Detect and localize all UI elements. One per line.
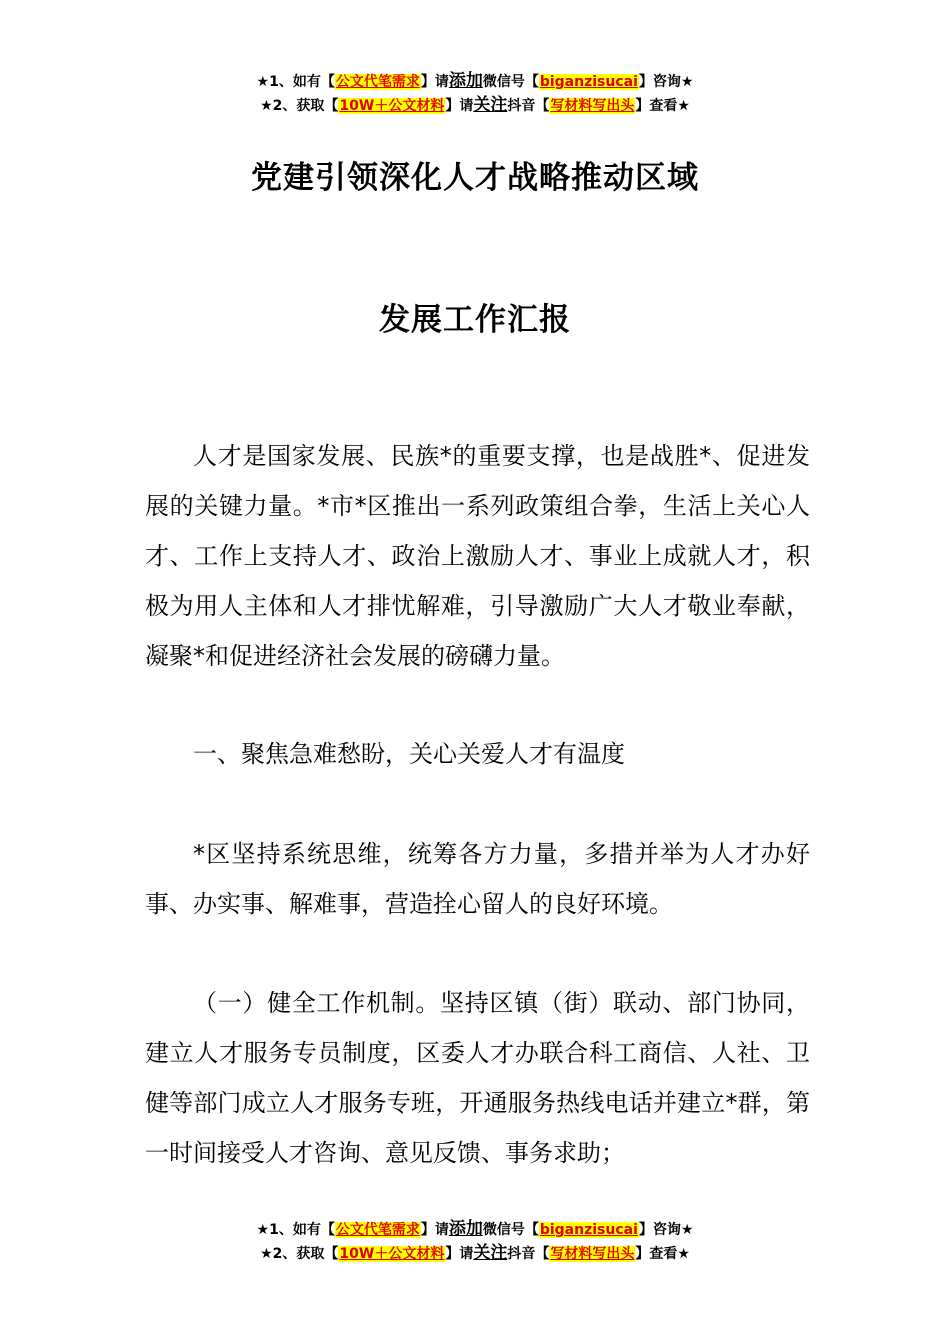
- emphasis-follow: 关注: [473, 1243, 508, 1263]
- document-title-line-2: 发展工作汇报: [379, 302, 571, 338]
- promo-banner-bottom: [0, 1218, 950, 1266]
- paragraph-section-1: [145, 829, 810, 929]
- highlight-wechat-id: biganzisucai: [539, 74, 638, 90]
- promo-line-1: ★1、如有【公文代笔需求】请添加微信号【biganzisucai】咨询★: [256, 71, 694, 91]
- emphasis-follow: 关注: [473, 95, 508, 115]
- highlight-service: 公文代笔需求: [335, 1222, 420, 1238]
- highlight-materials: 10W＋公文材料: [339, 1246, 445, 1262]
- emphasis-add: 添加: [448, 71, 483, 91]
- promo-line-2: ★2、获取【10W＋公文材料】请关注抖音【写材料写出头】查看★: [260, 95, 690, 115]
- paragraph-text: *区坚持系统思维，统筹各方力量，多措并举为人才办好事、办实事、解难事，营造拴心留人的良好环境。: [145, 840, 810, 918]
- paragraph-intro: [145, 431, 810, 681]
- highlight-douyin-account: 写材料写出头: [550, 1246, 635, 1262]
- document-title-line-1: 党建引领深化人才战略推动区域: [251, 160, 699, 196]
- promo-line-1: ★1、如有【公文代笔需求】请添加微信号【biganzisucai】咨询★: [256, 1219, 694, 1239]
- promo-banner-top: [0, 70, 950, 118]
- highlight-materials: 10W＋公文材料: [339, 98, 445, 114]
- highlight-service: 公文代笔需求: [335, 74, 420, 90]
- paragraph-subsection-1: [145, 978, 810, 1178]
- section-heading-text: 一、聚焦急难愁盼，关心关爱人才有温度: [193, 740, 625, 768]
- highlight-douyin-account: 写材料写出头: [550, 98, 635, 114]
- promo-line-2: ★2、获取【10W＋公文材料】请关注抖音【写材料写出头】查看★: [260, 1243, 690, 1263]
- section-heading-1: [145, 729, 810, 779]
- highlight-wechat-id: biganzisucai: [539, 1222, 638, 1238]
- emphasis-add: 添加: [448, 1219, 483, 1239]
- paragraph-text: 人才是国家发展、民族*的重要支撑，也是战胜*、促进发展的关键力量。*市*区推出一系列政策组合拳，生活上关心人才、工作上支持人才、政治上激励人才、事业上成就人才，积极为用人主体和人才排忧解难，引导激励广大人才敬业奉献，凝聚*和促进经济社会发展的磅礴力量。: [145, 442, 810, 670]
- paragraph-text: （一）健全工作机制。坚持区镇（街）联动、部门协同，建立人才服务专员制度，区委人才办联合科工商信、人社、卫健等部门成立人才服务专班，开通服务热线电话并建立*群，第一时间接受人才咨询、意见反馈、事务求助；: [145, 989, 810, 1167]
